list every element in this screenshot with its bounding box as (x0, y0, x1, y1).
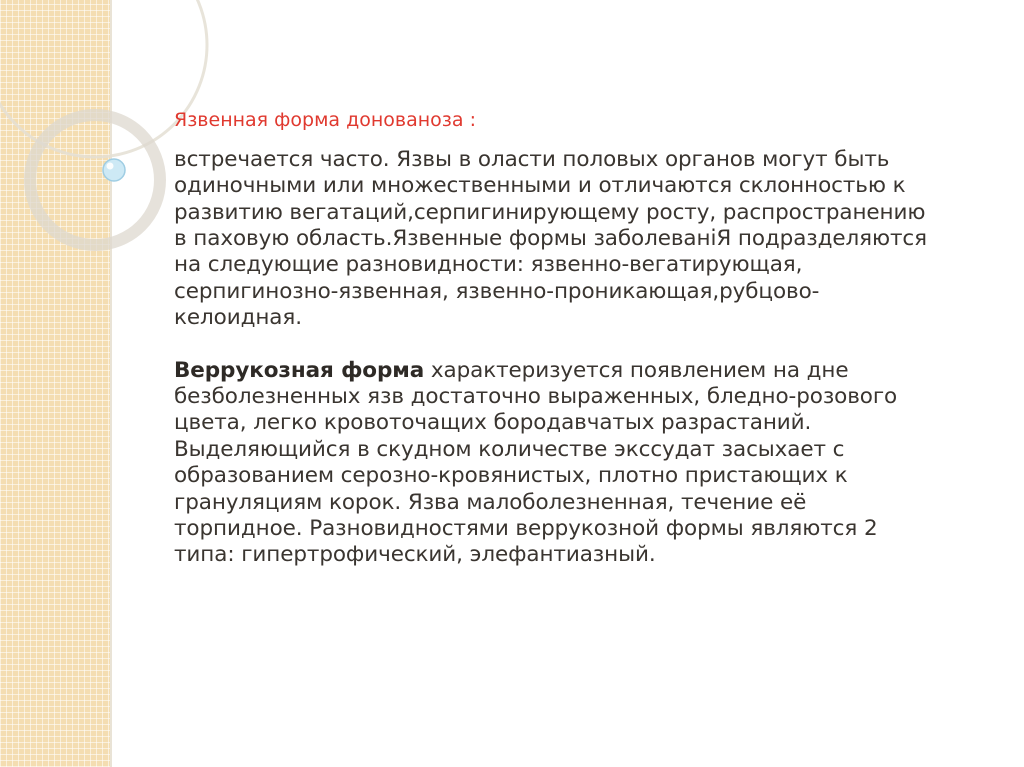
bubble-highlight (107, 163, 114, 170)
verrucous-form-lead: Веррукозная форма (174, 357, 425, 383)
verrucous-form-text: характеризуется появлением на дне безболезненных язв достаточно выраженных, бледно-розового цвета, легко кровоточащих бородавчатых разрастаний. Выделяющийся в скудном количестве экссудат засыхает с образованием серозно-кровянистых, плотно пристающих к грануляциям корок. Язва малоболезненная, течение её торпидное. Разновидностями веррукозной формы являются 2 типа: гипертрофический, элефантиазный. (174, 357, 898, 568)
paragraph-ulcerative-form: встречается часто. Язвы в оласти половых органов могут быть одиночными или множественными и отличаются склонностью к развитию вегатаций,серпигинирующему росту, распространению в паховую область.Язвенные формы заболеванiЯ подразделяются на следующие разновидности: язвенно-вегатирующая, серпигинозно-язвенная, язвенно-проникающая,рубцово-келоидная. (174, 146, 927, 331)
middle-ring (30, 115, 160, 245)
paragraph-verrucous-form (174, 358, 934, 569)
bubble-icon (103, 159, 125, 181)
section-heading: Язвенная форма донованоза : (174, 109, 476, 131)
slide-content (174, 108, 934, 569)
